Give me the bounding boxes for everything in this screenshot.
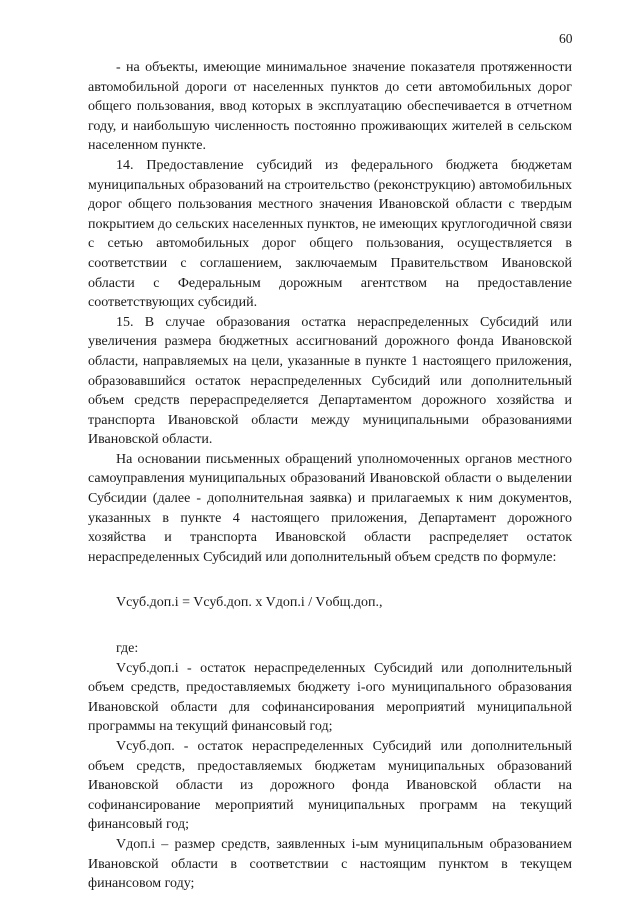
paragraph-distribution-basis: На основании письменных обращений уполномоченных органов местного самоуправления муниципальных образований Ивановской области о выделении Субсидии (далее - дополнительная заявка) и прилагаемых к ним документов, указанных в пункте 4 настоящего приложения, Департамент дорожного хозяйства и транспорта Ивановской области распределяет остаток нераспределенных Субсидий или дополнительный объем средств по формуле: — [88, 451, 572, 565]
document-body — [88, 58, 572, 894]
definition-vsub-dop-i: Vсуб.доп.i - остаток нераспределенных Субсидий или дополнительный объем средств, предоставляемых бюджету i-ого муниципального образования Ивановской области для софинансирования мероприятий муниципальной программы на текущий финансовый год; — [88, 660, 572, 735]
page-number: 60 — [559, 31, 573, 46]
paragraph-14: 14. Предоставление субсидий из федерального бюджета бюджетам муниципальных образований на строительство (реконструкцию) автомобильных дорог общего пользования местного значения Ивановской области с твердым покрытием до сельских населенных пунктов, не имеющих круглогодичной связи с сетью автомобильных дорог общего пользования, осуществляется в соответствии с соглашением, заключаемым Правительством Ивановской области с Федеральным дорожным агентством на предоставление соответствующих субсидий. — [88, 157, 572, 311]
paragraph-bullet-objects: - на объекты, имеющие минимальное значение показателя протяженности автомобильной дороги от населенных пунктов до сети автомобильных дорог общего пользования, ввод которых в эксплуатацию обеспечивается в отчетном году, и наибольшую численность постоянно проживающих жителей в сельском населенном пункте. — [88, 60, 572, 154]
definition-vdop-i: Vдоп.i – размер средств, заявленных i-ым муниципальным образованием Ивановской области в соответствии с настоящим пунктом в текущем финансовом году; — [88, 836, 572, 892]
paragraph-15: 15. В случае образования остатка нераспределенных Субсидий или увеличения размера бюджетных ассигнований дорожного фонда Ивановской области, направляемых на цели, указанные в пункте 1 настоящего приложения, образовавшийся остаток нераспределенных Субсидий или дополнительный объем средств перераспределяется Департаментом дорожного хозяйства и транспорта Ивановской области между муниципальными образованиями Ивановской области. — [88, 314, 572, 448]
distribution-formula: Vсуб.доп.i = Vсуб.доп. x Vдоп.i / Vобщ.доп., — [116, 595, 383, 611]
definition-vsub-dop: Vсуб.доп. - остаток нераспределенных Субсидий или дополнительный объем средств, предоставляемых бюджетам муниципальных образований Ивановской области из дорожного фонда Ивановской области на софинансирование мероприятий муниципальных программ на текущий финансовый год; — [88, 739, 572, 833]
where-label: где: — [116, 641, 139, 657]
